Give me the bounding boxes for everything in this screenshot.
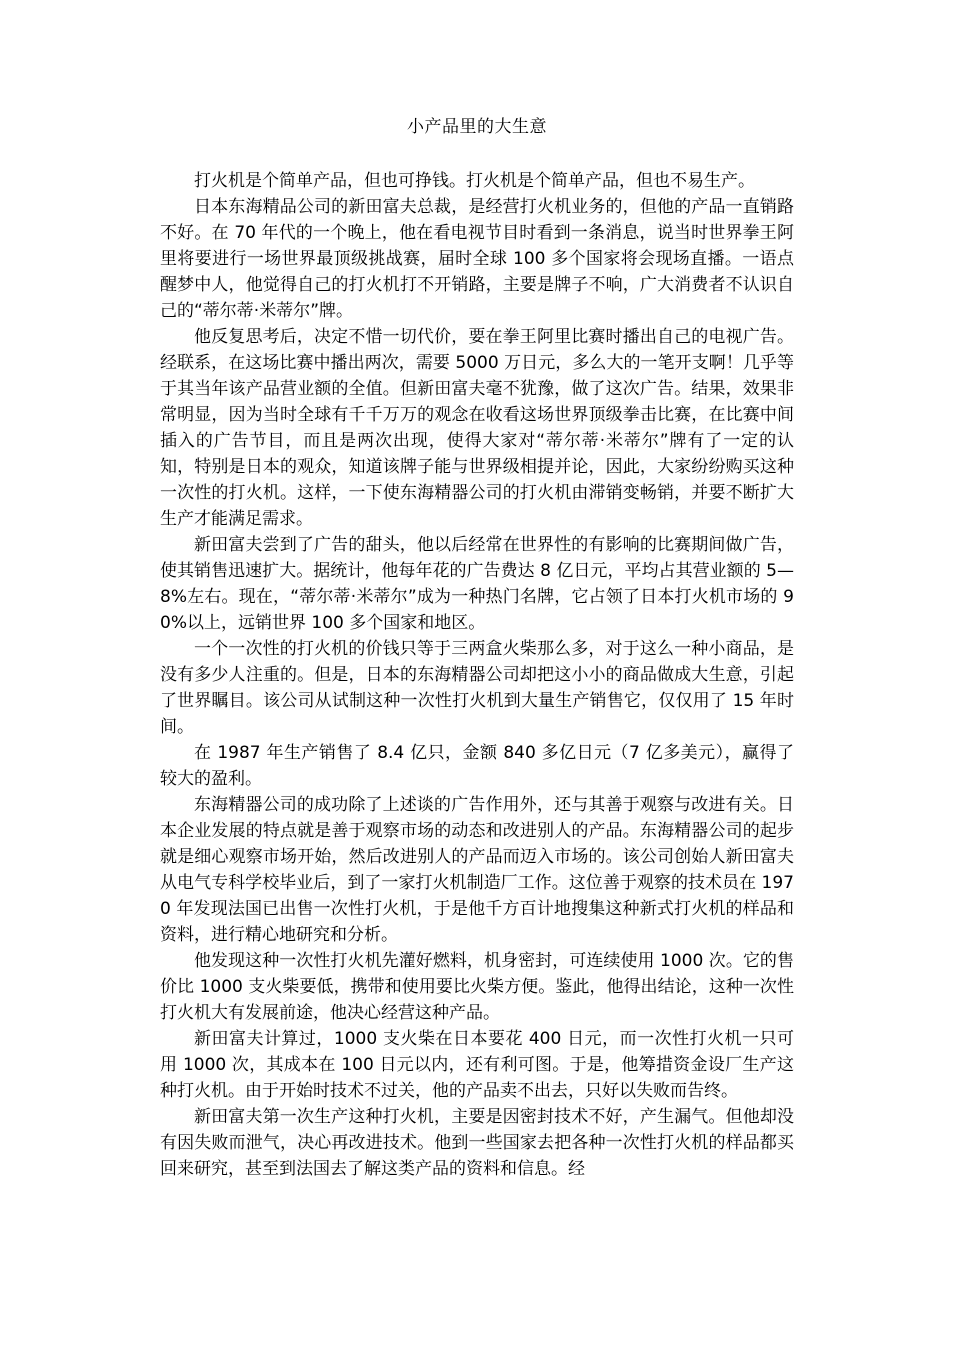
paragraph-9: 新田富夫计算过，1000 支火柴在日本要花 400 日元，而一次性打火机一只可用 1000 次，其成本在 100 日元以内，还有利可图。于是，他筹措资金设厂生产这种打火机。由于开始时技术不过关，他的产品卖不出去，只好以失败而告终。 <box>160 1029 794 1101</box>
paragraph-6: 在 1987 年生产销售了 8.4 亿只，金额 840 多亿日元（7 亿多美元），赢得了较大的盈利。 <box>160 743 794 789</box>
paragraph-7: 东海精器公司的成功除了上述谈的广告作用外，还与其善于观察与改进有关。日本企业发展的特点就是善于观察市场的动态和改进别人的产品。东海精器公司的起步就是细心观察市场开始，然后改进别人的产品而迈入市场的。该公司创始人新田富夫从电气专科学校毕业后，到了一家打火机制造厂工作。这位善于观察的技术员在 1970 年发现法国已出售一次性打火机，于是他千方百计地搜集这种新式打火机的样品和资料，进行精心地研究和分析。 <box>160 795 794 945</box>
document-title: 小产品里的大生意 <box>407 117 547 137</box>
paragraph-5: 一个一次性的打火机的价钱只等于三两盒火柴那么多，对于这么一种小商品，是没有多少人注重的。但是，日本的东海精器公司却把这小小的商品做成大生意，引起了世界瞩目。该公司从试制这种一次性打火机到大量生产销售它，仅仅用了 15 年时间。 <box>160 639 794 737</box>
paragraph-1: 打火机是个简单产品，但也可挣钱。打火机是个简单产品，但也不易生产。 <box>194 171 755 191</box>
paragraph-10: 新田富夫第一次生产这种打火机，主要是因密封技术不好，产生漏气。但他却没有因失败而泄气，决心再改进技术。他到一些国家去把各种一次性打火机的样品都买回来研究，甚至到法国去了解这类产品的资料和信息。经 <box>160 1107 794 1179</box>
document-page <box>160 114 794 1182</box>
paragraph-4: 新田富夫尝到了广告的甜头，他以后经常在世界性的有影响的比赛期间做广告，使其销售迅速扩大。据统计，他每年花的广告费达 8 亿日元，平均占其营业额的 5—8%左右。现在，“蒂尔蒂·米蒂尔”成为一种热门名牌，它占领了日本打火机市场的 90%以上，远销世界 100 多个国家和地区。 <box>160 535 794 633</box>
paragraph-8: 他发现这种一次性打火机先灌好燃料，机身密封，可连续使用 1000 次。它的售价比 1000 支火柴要低，携带和使用要比火柴方便。鉴此，他得出结论，这种一次性打火机大有发展前途，他决心经营这种产品。 <box>160 951 794 1023</box>
paragraph-3: 他反复思考后，决定不惜一切代价，要在拳王阿里比赛时播出自己的电视广告。经联系，在这场比赛中播出两次，需要 5000 万日元，多么大的一笔开支啊！几乎等于其当年该产品营业额的全值。但新田富夫毫不犹豫，做了这次广告。结果，效果非常明显，因为当时全球有千千万万的观念在收看这场世界顶级拳击比赛，在比赛中间插入的广告节目，而且是两次出现，使得大家对“蒂尔蒂·米蒂尔”牌有了一定的认知，特别是日本的观众，知道该牌子能与世界级相提并论，因此，大家纷纷购买这种一次性的打火机。这样，一下使东海精器公司的打火机由滞销变畅销，并要不断扩大生产才能满足需求。 <box>160 327 794 529</box>
paragraph-2: 日本东海精品公司的新田富夫总裁，是经营打火机业务的，但他的产品一直销路不好。在 70 年代的一个晚上，他在看电视节目时看到一条消息，说当时世界拳王阿里将要进行一场世界最顶级挑战赛，届时全球 100 多个国家将会现场直播。一语点醒梦中人，他觉得自己的打火机打不开销路，主要是牌子不响，广大消费者不认识自己的“蒂尔蒂·米蒂尔”牌。 <box>160 197 794 321</box>
